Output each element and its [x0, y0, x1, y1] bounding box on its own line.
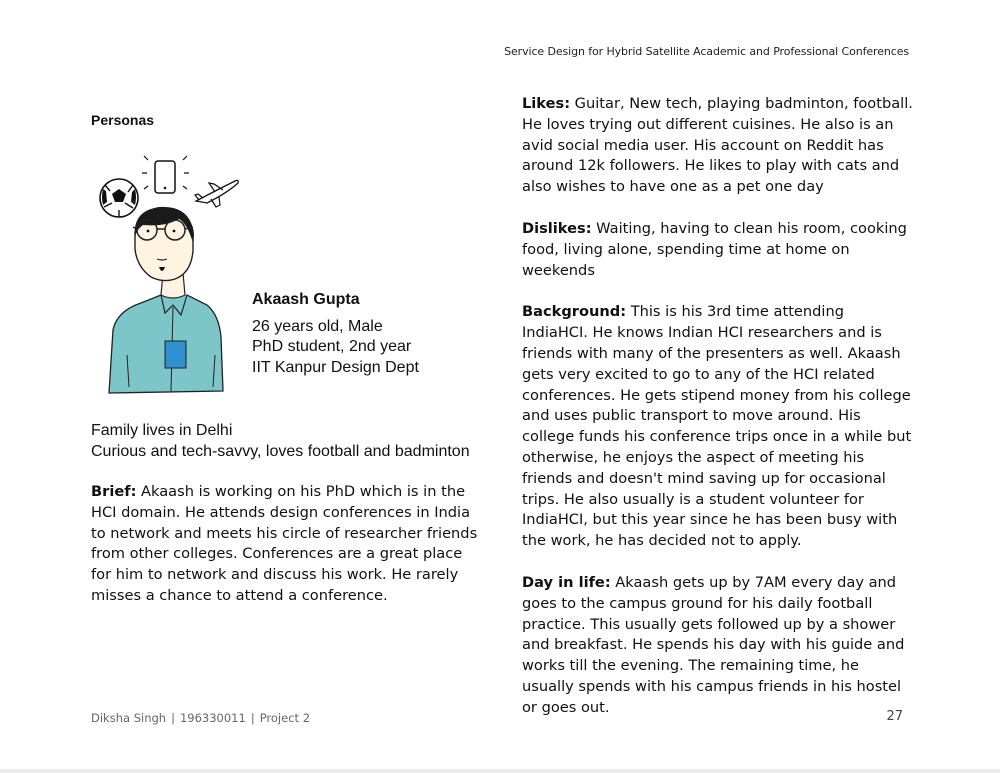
brief-text: Akaash is working on his PhD which is in the HCI domain. He attends design conferences in India to network and meets his circle of researcher friends from other colleges. Conferences are a great place for him to network and discuss his work. He rarely misses a chance to attend a conference. — [91, 483, 478, 604]
dislikes-label: Dislikes: — [522, 219, 592, 237]
footer-separator: | — [171, 711, 175, 725]
brief-label: Brief: — [91, 483, 137, 500]
likes-label: Likes: — [522, 95, 571, 112]
persona-summary — [91, 420, 470, 462]
persona-age-gender: 26 years old, Male — [252, 317, 383, 335]
day-in-life-label: Day in life: — [522, 573, 611, 591]
football-icon — [100, 179, 138, 217]
brief-paragraph — [91, 482, 486, 607]
persona-family: Family lives in Delhi — [91, 422, 233, 439]
phone-icon — [142, 156, 189, 193]
persona-institution: IIT Kanpur Design Dept — [252, 358, 419, 376]
persona-occupation: PhD student, 2nd year — [252, 338, 412, 355]
airplane-icon — [195, 180, 238, 207]
footer-separator: | — [250, 711, 255, 725]
footer-project: Project 2 — [259, 711, 311, 725]
shirt-pocket — [165, 341, 186, 368]
footer-credits — [91, 711, 310, 725]
page-number: 27 — [886, 709, 903, 724]
background-label: Background: — [522, 303, 627, 321]
background-paragraph — [522, 302, 914, 552]
likes-paragraph — [522, 94, 914, 198]
section-title: Personas — [91, 112, 155, 128]
likes-text: Guitar, New tech, playing badminton, football. He loves trying out different cuisines. He also is an avid social media user. His account on Reddit has around 12k followers. He likes to play with cats and also wishes to have one as a pet one day — [522, 95, 913, 196]
running-header: Service Design for Hybrid Satellite Academic and Professional Conferences — [504, 45, 909, 58]
dislikes-text: Waiting, having to clean his room, cooking food, living alone, spending time at home on weekends — [522, 219, 907, 279]
dislikes-paragraph — [522, 219, 914, 281]
persona-traits: Curious and tech-savvy, loves football and badminton — [91, 443, 470, 460]
persona-illustration — [95, 155, 245, 395]
footer-id: 196330011 — [179, 711, 246, 725]
day-in-life-text: Akaash gets up by 7AM every day and goes to the campus ground for his daily football practice. This usually gets followed up by a shower and breakfast. He spends his day with his guide and works till the evening. The remaining time, he usually spends with his campus friends in his hostel or goes out. — [522, 573, 905, 716]
persona-attributes-column — [522, 94, 914, 740]
persona-name: Akaash Gupta — [252, 291, 360, 308]
background-text: This is his 3rd time attending IndiaHCI. He knows Indian HCI researchers and is friends with many of the presenters as well. Akaash gets very excited to go to any of the HCI related conferences. He gets stipend money from his college and uses public transport to move around. His college funds his conference trips once in a while but otherwise, he enjoys the aspect of meeting his friends and doesn't mind saving up for occasional trips. He also usually is a student volunteer for IndiaHCI, but this year since he has been busy with the work, he has decided not to apply. — [522, 303, 912, 550]
bottom-divider — [0, 769, 1000, 773]
day-in-life-paragraph — [522, 573, 914, 719]
persona-details — [252, 290, 419, 378]
footer-author: Diksha Singh — [91, 711, 167, 725]
